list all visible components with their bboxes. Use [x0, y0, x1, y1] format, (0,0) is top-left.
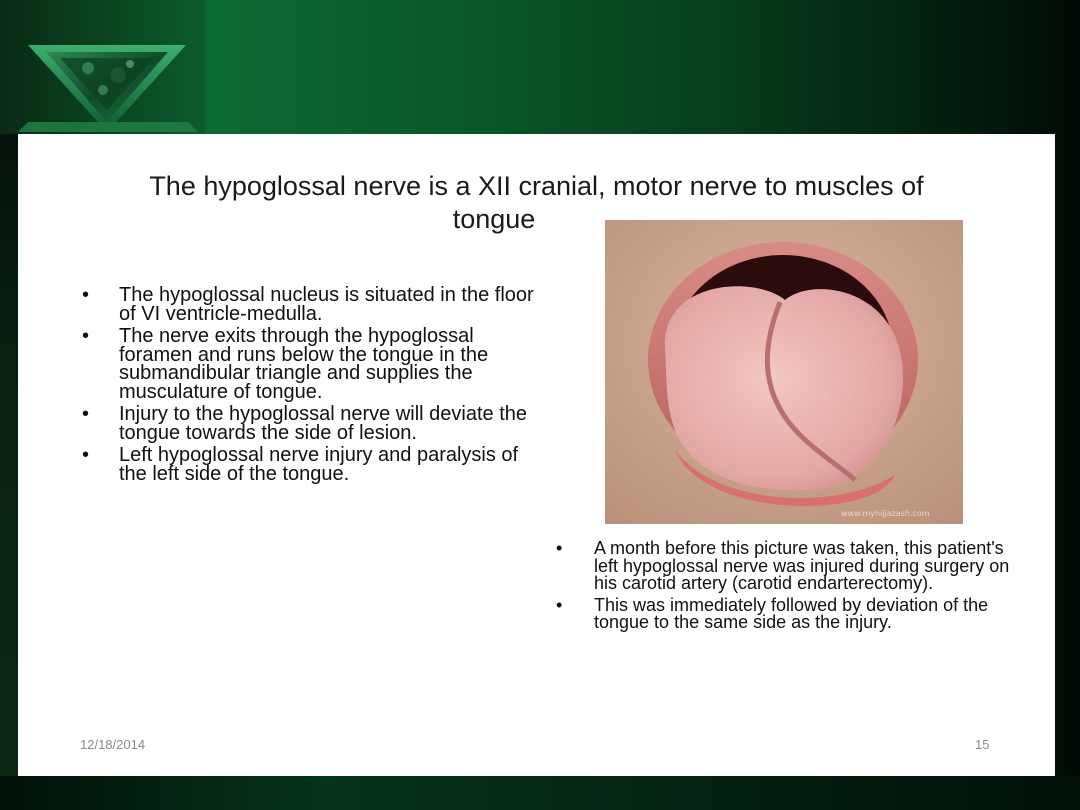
list-item: • Injury to the hypoglossal nerve will deviate the tongue towards the side of lesion. — [82, 403, 528, 444]
left-bullet-list — [82, 284, 539, 487]
list-item: • This was immediately followed by deviation of the tongue to the same side as the injury. — [556, 594, 989, 632]
deviated-tongue-photo — [605, 220, 963, 524]
slide-content — [18, 134, 1055, 776]
bullet-icon: • — [556, 538, 563, 558]
bullet-icon: • — [556, 594, 563, 615]
list-item: • The nerve exits through the hypoglossal foramen and runs below the tongue in the submandibular triangle and supplies the musculature of tongue. — [82, 325, 489, 403]
slide-title-line1: The hypoglossal nerve is a XII cranial, motor nerve to muscles of — [149, 171, 924, 201]
bullet-icon: • — [82, 284, 90, 306]
slide-title-line2: tongue — [452, 204, 536, 234]
list-item: • The hypoglossal nucleus is situated in the floor of VI ventricle-medulla. — [82, 284, 534, 325]
green-marble-triangle-logo-icon — [18, 40, 198, 135]
footer-date: 12/18/2014 — [80, 737, 146, 752]
photo-watermark: www.myhijjazash.com — [841, 509, 930, 518]
list-item: • A month before this picture was taken, this patient's left hypoglossal nerve was injured during surgery on his carotid artery (carotid endarterectomy). — [556, 538, 1010, 593]
right-bullet-list — [556, 538, 1014, 636]
page-number: 15 — [975, 737, 990, 752]
bullet-icon: • — [82, 403, 90, 425]
background-bottom-band — [0, 776, 1080, 810]
list-item: • Left hypoglossal nerve injury and paralysis of the left side of the tongue. — [82, 444, 519, 485]
bullet-icon: • — [82, 444, 90, 466]
bullet-icon: • — [82, 325, 90, 347]
